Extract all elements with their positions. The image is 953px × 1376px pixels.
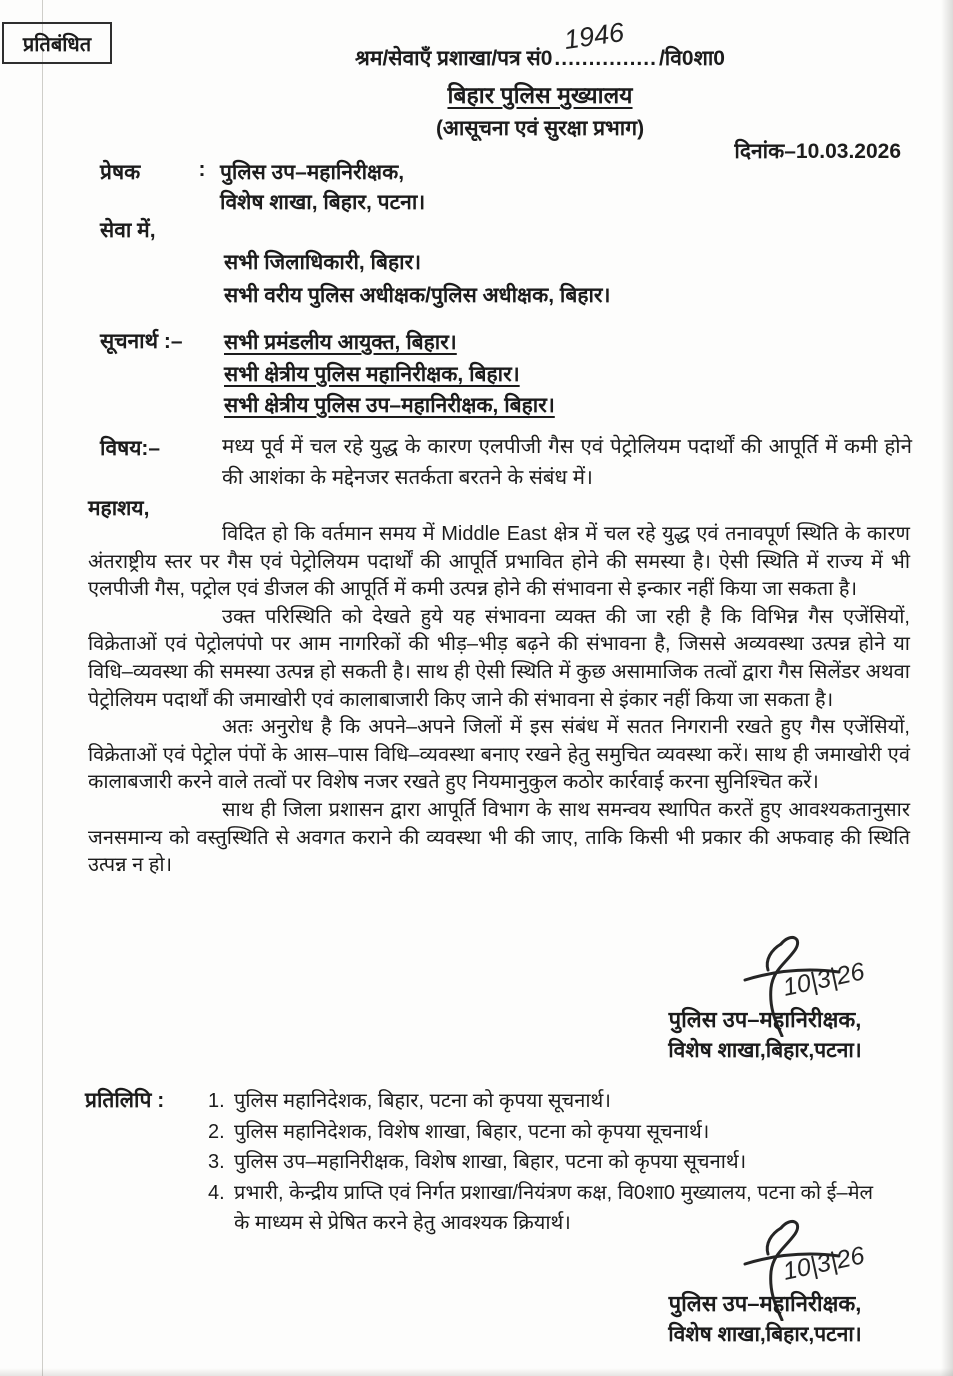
letter-date: दिनांक–10.03.2026: [734, 140, 901, 163]
copy-item-text: पुलिस उप–महानिरीक्षक, विशेष शाखा, बिहार, पटना को कृपया सूचनार्थ।: [234, 1151, 747, 1173]
letter-header: [300, 16, 780, 142]
copy-item-text: पुलिस महानिदेशक, विशेष शाखा, बिहार, पटना को कृपया सूचनार्थ।: [234, 1120, 710, 1143]
info-copy-recipients: [224, 327, 555, 422]
subject-label: विषय:–: [100, 437, 161, 460]
subject-text: मध्य पूर्व में चल रहे युद्ध के कारण एलपीजी गैस एवं पेट्रोलियम पदार्थों की आपूर्ति में कमी होने की आशंका के मद्देनजर सतर्कता बरतने के संबंध में।: [222, 435, 912, 489]
salutation: महाशय,: [88, 497, 150, 520]
classification-stamp: [2, 22, 112, 64]
sender-block: [100, 158, 425, 218]
reference-number-line: [300, 16, 780, 72]
page-fold-line: [42, 0, 43, 1376]
copy-item-number: 2.: [208, 1120, 225, 1143]
sender-separator: :: [198, 158, 206, 181]
signature-block-top: [615, 938, 915, 1064]
copy-item-number: 3.: [208, 1151, 225, 1173]
recipient-line: सभी वरीय पुलिस अधीक्षक/पुलिस अधीक्षक, बिहार।: [224, 284, 611, 307]
body-paragraph: विदित हो कि वर्तमान समय में Middle East क्षेत्र में चल रहे युद्ध एवं तनावपूर्ण स्थिति के कारण अंतराष्ट्रीय स्तर पर गैस एवं पेट्रोलियम पदार्थों की आपूर्ति प्रभावित होने की समस्या है। ऐसी स्थिति में राज्य में भी एलपीजी गैस, पट्रोल एवं डीजल की आपूर्ति में कमी उत्पन्न होने की संभावना से इन्कार नहीं किया जा सकता है।: [88, 523, 910, 601]
letter-body: [88, 521, 910, 880]
info-recipient-line: सभी प्रमंडलीय आयुक्त, बिहार।: [224, 331, 457, 354]
copy-item-text: पुलिस महानिदेशक, बिहार, पटना को कृपया सूचनार्थ।: [234, 1090, 611, 1112]
copy-item-number: 1.: [208, 1090, 225, 1112]
copy-item: [208, 1117, 876, 1148]
ref-prefix: श्रम/सेवाएँ प्रशाखा/पत्र सं0: [355, 47, 553, 70]
copy-item: [208, 1086, 876, 1117]
ref-suffix: /वि0शा0: [658, 47, 725, 70]
ref-dotted-blank: 1946 ...............: [554, 16, 657, 70]
signatory-designation: पुलिस उप–महानिरीक्षक,: [668, 1007, 862, 1032]
copy-item-number: 4.: [208, 1181, 225, 1204]
scan-edge-shadow-bottom: [0, 1368, 953, 1376]
copy-item-text: प्रभारी, केन्द्रीय प्राप्ति एवं निर्गत प्रशाखा/नियंत्रण कक्ष, वि0शा0 मुख्यालय, पटना को ई–मेल के माध्यम से प्रेषित करने हेतु आवश्यक क्रियार्थ।: [234, 1181, 874, 1234]
classification-text: प्रतिबंधित: [22, 33, 92, 56]
organization-title: बिहार पुलिस मुख्यालय: [447, 82, 633, 108]
signature-block-bottom: [615, 1222, 915, 1348]
sender-office: विशेष शाखा, बिहार, पटना।: [220, 191, 426, 214]
sender-label: प्रेषक: [100, 161, 141, 184]
info-recipient-line: सभी क्षेत्रीय पुलिस उप–महानिरीक्षक, बिहार।: [224, 394, 555, 417]
sender-value: [220, 158, 425, 218]
signatory-office: विशेष शाखा,बिहार,पटना।: [668, 1323, 862, 1346]
body-paragraph: अतः अनुरोध है कि अपने–अपने जिलों में इस संबंध में सतत निगरानी रखते हुए गैस एजेंसियों, विक्रेताओं एवं पेट्रोल पंपों के आस–पास विधि–व्यवस्था बनाए रखने हेतु समुचित व्यवस्था करें। साथ ही जमाखोरी एवं कालाबजारी करने वाले तत्वों पर विशेष नजर रखते हुए नियमानुकुल कठोर कार्रवाई करना सुनिश्चित करें।: [88, 716, 910, 794]
handwritten-letter-number: 1946: [562, 16, 627, 56]
sender-designation: पुलिस उप–महानिरीक्षक,: [220, 161, 405, 184]
signatory-office: विशेष शाखा,बिहार,पटना।: [668, 1039, 862, 1062]
recipient-line: सभी जिलाधिकारी, बिहार।: [224, 251, 422, 274]
copy-item: [208, 1147, 876, 1178]
info-copy-label: सूचनार्थ :–: [100, 330, 183, 353]
info-recipient-line: सभी क्षेत्रीय पुलिस महानिरीक्षक, बिहार।: [224, 362, 520, 386]
body-paragraph: साथ ही जिला प्रशासन द्वारा आपूर्ति विभाग के साथ समन्वय स्थापित करतें हुए आवश्यकतानुसार जनसमान्य को वस्तुस्थिति से अवगत कराने की व्यवस्था भी की जाए, ताकि किसी भी प्रकार की अफवाह की स्थिति उत्पन्न न हो।: [88, 798, 910, 877]
handwritten-sign-date: 10|3|26: [780, 1241, 867, 1286]
to-recipients: [224, 246, 610, 312]
division-subtitle: (आसूचना एवं सुरक्षा प्रभाग): [435, 117, 645, 140]
scan-edge-shadow: [941, 0, 953, 1376]
handwritten-sign-date: 10|3|26: [780, 957, 867, 1002]
to-label: सेवा में,: [100, 219, 156, 242]
body-paragraph: उक्त परिस्थिति को देखते हुये यह संभावना व्यक्त की जा रही है कि विभिन्न गैस एजेंसियों, विक्रेताओं एवं पेट्रोलपंपो पर आम नागरिकों की भीड़–भीड़ बढ़ने की संभावना है, जिससे अव्यवस्था उत्पन्न होने या विधि–व्यवस्था की समस्या उत्पन्न हो सकती है। साथ ही ऐसी स्थिति में कुछ असामाजिक तत्वों द्वारा गैस सिलेंडर अथवा पेट्रोलियम पदार्थों की जमाखोरी एवं कालाबाजारी किए जाने की संभावना से इंकार नहीं किया जा सकता है।: [88, 605, 910, 711]
signatory-designation: पुलिस उप–महानिरीक्षक,: [668, 1291, 862, 1316]
copy-to-label: प्रतिलिपि :: [85, 1089, 165, 1112]
